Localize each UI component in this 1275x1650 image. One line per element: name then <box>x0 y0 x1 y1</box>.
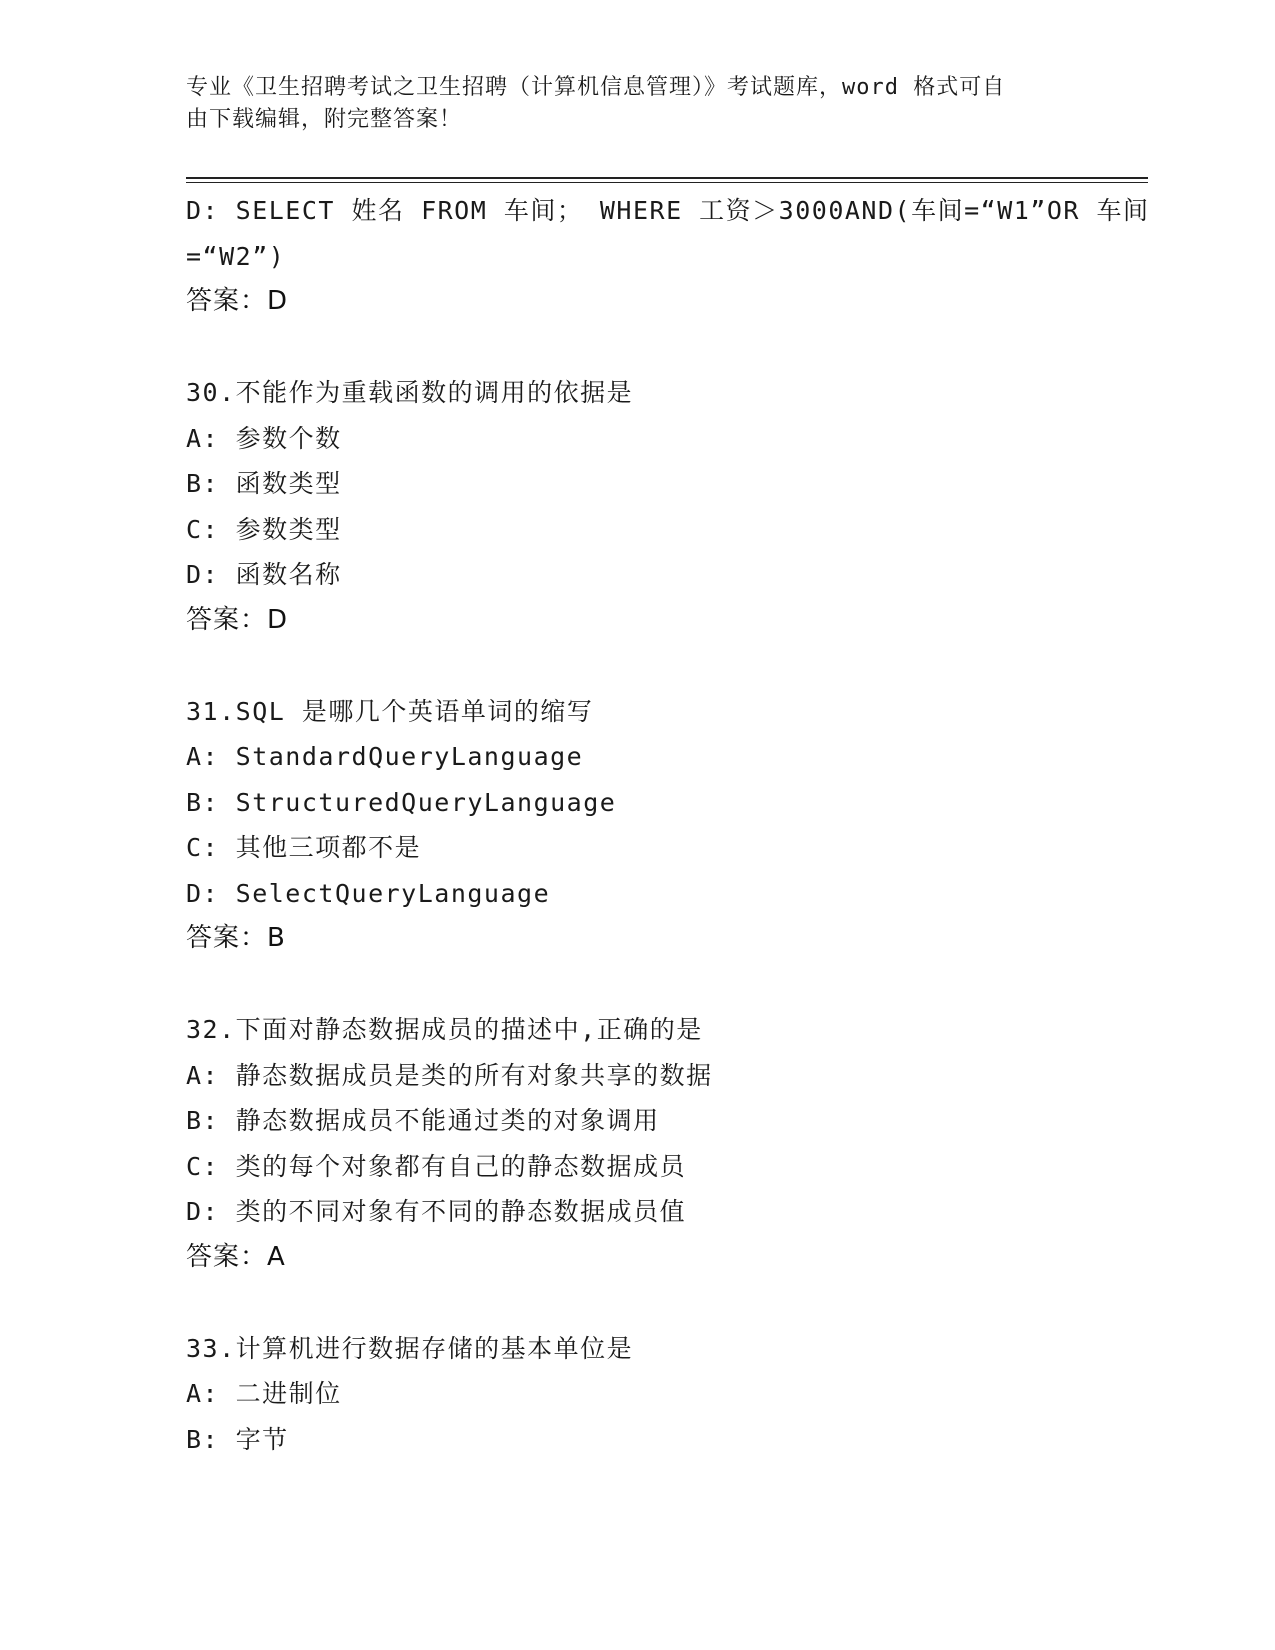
option-d: D: SelectQueryLanguage <box>186 878 551 908</box>
document-header <box>186 72 1086 136</box>
option-c: C: 其他三项都不是 <box>186 833 422 862</box>
option-d-continued: =“W2”) <box>186 241 286 271</box>
question-stem: 31.SQL 是哪几个英语单词的缩写 <box>186 696 594 726</box>
option-d: D: SELECT 姓名 FROM 车间； WHERE 工资＞3000AND(车间=“W1”OR 车间 <box>186 196 1150 225</box>
question-block-33 <box>186 1326 1126 1463</box>
option-a: A: 参数个数 <box>186 423 342 453</box>
option-a: A: 静态数据成员是类的所有对象共享的数据 <box>186 1060 713 1090</box>
option-b: B: StructuredQueryLanguage <box>186 787 617 817</box>
header-line-1: 专业《卫生招聘考试之卫生招聘（计算机信息管理）》考试题库，word 格式可自 <box>186 75 1006 100</box>
question-stem: 32.下面对静态数据成员的描述中,正确的是 <box>186 1015 703 1044</box>
question-block-32 <box>186 1007 1126 1280</box>
option-d: D: 函数名称 <box>186 560 342 589</box>
question-block-prev <box>186 188 1150 325</box>
spacer <box>186 1280 1126 1326</box>
spacer <box>186 643 1126 689</box>
answer-line: 答案：A <box>186 1241 286 1272</box>
option-b: B: 静态数据成员不能通过类的对象调用 <box>186 1106 660 1135</box>
question-list <box>186 188 1150 1462</box>
header-line-2: 由下载编辑，附完整答案！ <box>186 107 463 132</box>
answer-line: 答案：D <box>186 604 289 635</box>
answer-line: 答案：B <box>186 923 286 953</box>
question-stem: 30.不能作为重载函数的调用的依据是 <box>186 378 634 407</box>
header-divider-thick <box>186 177 1148 179</box>
spacer <box>186 325 1126 371</box>
option-b: B: 函数类型 <box>186 469 342 498</box>
answer-line: 答案：D <box>186 286 289 316</box>
option-b: B: 字节 <box>186 1424 289 1454</box>
question-block-30 <box>186 370 1126 643</box>
question-block-31 <box>186 689 1126 962</box>
option-a: A: 二进制位 <box>186 1379 342 1408</box>
question-stem: 33.计算机进行数据存储的基本单位是 <box>186 1333 634 1363</box>
option-c: C: 参数类型 <box>186 514 342 544</box>
spacer <box>186 962 1126 1008</box>
option-d: D: 类的不同对象有不同的静态数据成员值 <box>186 1197 687 1226</box>
option-a: A: StandardQueryLanguage <box>186 742 584 771</box>
header-divider-thin <box>186 182 1148 183</box>
option-c: C: 类的每个对象都有自己的静态数据成员 <box>186 1151 687 1181</box>
